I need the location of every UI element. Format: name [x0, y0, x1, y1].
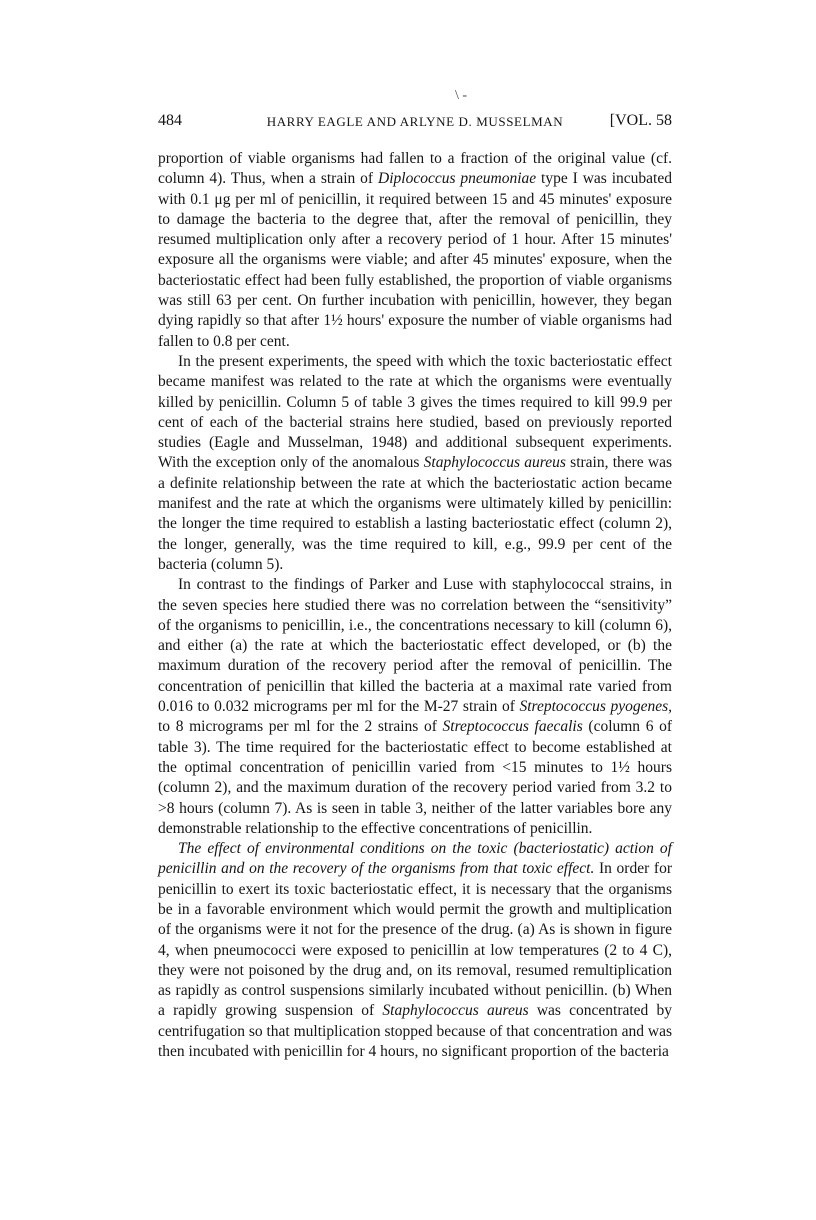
running-head-authors: HARRY EAGLE AND ARLYNE D. MUSSELMAN	[266, 114, 564, 129]
text-run: strain, there was a definite relationship between the rate at which the bacteriostatic action became manifest and the rate at which the organisms were ultimately killed by penicillin: the longer the time required to establish a lasting bacteriostatic effect (column 2), the longer, generally, was the time required to kill, e.g., 99.9 per cent of the bacteria (column 5).	[158, 454, 672, 573]
text-run: to 8 micrograms per ml for the 2 strains of	[158, 718, 443, 736]
volume-label: [VOL. 58	[609, 112, 672, 129]
text-run: was concentrated by centrifugation so that multiplication stopped because of that concentration and was then incubated with penicillin for 4 hours, no significant proportion of the bacteria	[158, 1002, 672, 1061]
paragraph	[158, 149, 672, 352]
text-run: In the present experiments, the speed with which the toxic bacteriostatic effect became manifest was related to the rate at which the organisms were eventually killed by penicillin. Column 5 of table 3 gives the times required to kill 99.9 per cent of each of the bacterial strains here studied, based on previously reported studies (Eagle and Musselman, 1948) and additional subsequent experiments. With the exception only of the anomalous	[158, 352, 672, 472]
body-text	[158, 149, 672, 1062]
italic-text: Staphylococcus aureus	[382, 1002, 529, 1020]
text-run: In contrast to the findings of Parker and Luse with staphylococcal strains, in the seven species here studied there was no correlation between the “sensitivity” of the organisms to penicillin, i.e., the concentrations necessary to kill (column 6), and either (a) the rate at which the bacteriostatic effect developed, or (b) the maximum duration of the recovery period after the removal of penicillin. The concentration of penicillin that killed the bacteria at a maximal rate varied from 0.016 to 0.032 micrograms per ml for the M-27 strain of	[158, 576, 672, 716]
text-run: (column 6 of table 3). The time required for the bacteriostatic effect to become established at the optimal concentration of penicillin varied from <15 minutes to 1½ hours (column 2), and the maximum duration of the recovery period varied from 3.2 to >8 hours (column 7). As is seen in table 3, neither of the latter variables bore any demonstrable relationship to the effective concentrations of penicillin.	[158, 718, 672, 837]
scan-mark: \ -	[455, 88, 468, 103]
text-run: proportion of viable organisms had fallen to a fraction of the original value (cf. column 4). Thus, when a strain of	[158, 150, 672, 188]
italic-text: Diplococcus pneumoniae	[378, 170, 537, 188]
italic-text: The effect of environmental conditions on the toxic (bacteriostatic) action of penicillin and on the recovery of the organisms from that toxic effect.	[158, 840, 672, 878]
italic-text: Staphylococcus aureus	[423, 454, 566, 472]
paragraph	[158, 575, 672, 839]
text-run: In order for penicillin to exert its toxic bacteriostatic effect, it is necessary that the organisms be in a favorable environment which would permit the growth and multiplication of the organisms were it not for the presence of the drug. (a) As is shown in figure 4, when pneumococci were exposed to penicillin at low temperatures (2 to 4 C), they were not poisoned by the drug and, on its removal, resumed remultiplication as rapidly as control suspensions similarly incubated without penicillin. (b) When a rapidly growing suspension of	[158, 860, 672, 1020]
paragraph	[158, 352, 672, 575]
text-run: type I was incubated with 0.1 μg per ml of penicillin, it required between 15 and 45 minutes' exposure to damage the bacteria to the degree that, after the removal of penicillin, they resumed multiplication only after a recovery period of 1 hour. After 15 minutes' exposure all the organisms were viable; and after 45 minutes' exposure, when the bacteriostatic effect had been fully established, the proportion of viable organisms was still 63 per cent. On further incubation with penicillin, however, they began dying rapidly so that after 1½ hours' exposure the number of viable organisms had fallen to 0.8 per cent.	[158, 170, 672, 350]
running-header	[158, 112, 672, 134]
italic-text: Streptococcus pyogenes,	[519, 698, 673, 716]
italic-text: Streptococcus faecalis	[442, 718, 583, 736]
paragraph	[158, 839, 672, 1062]
page-number: 484	[158, 112, 182, 129]
